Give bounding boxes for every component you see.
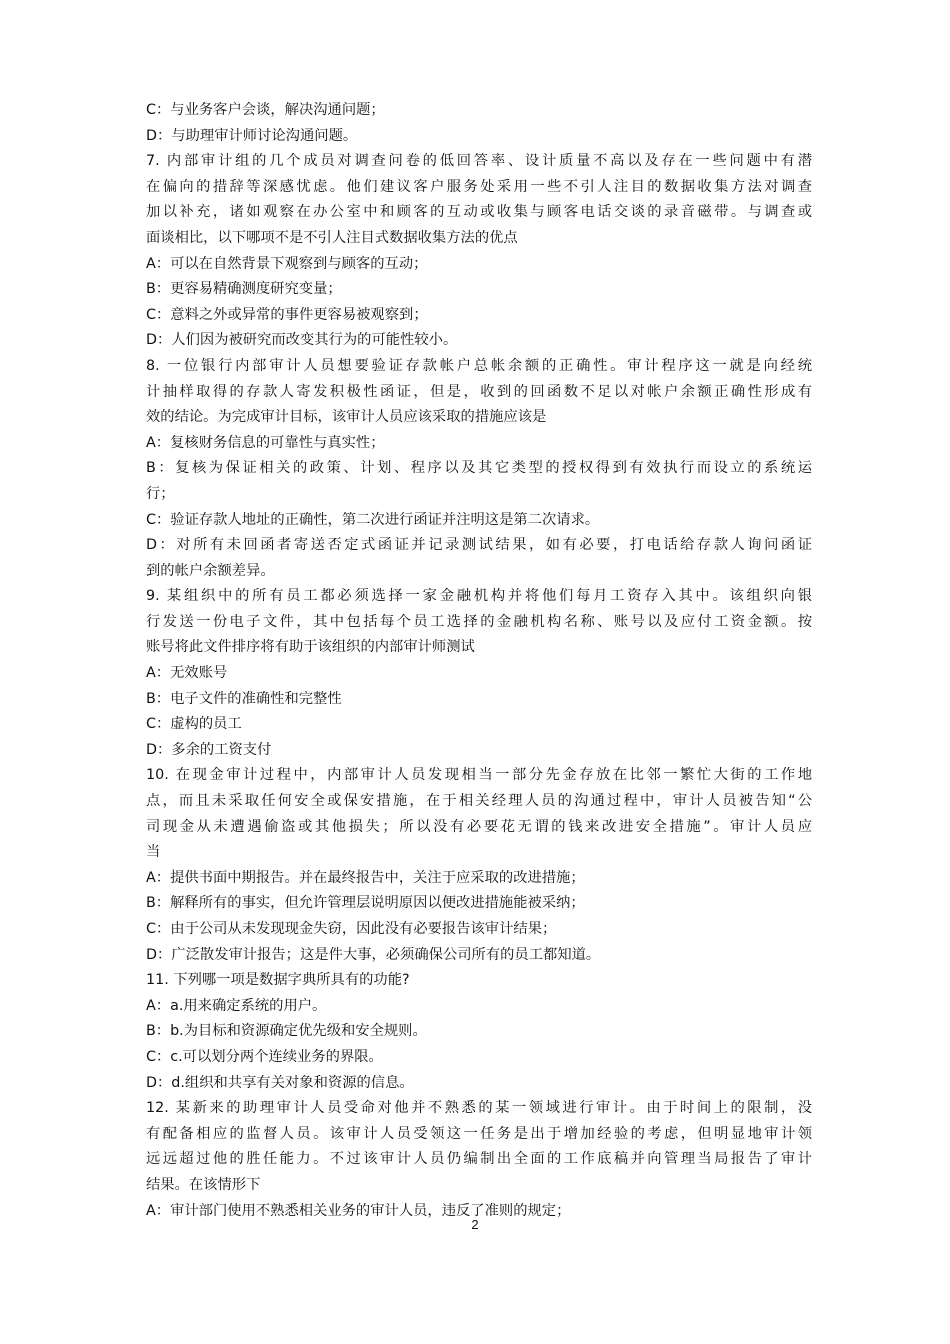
text-line: 在偏向的措辞等深感忧虑。他们建议客户服务处采用一些不引人注目的数据收集方法对调查 [146, 178, 812, 195]
text-line: A：提供书面中期报告。并在最终报告中，关注于应采取的改进措施； [146, 869, 585, 886]
text-line: 10. 在现金审计过程中，内部审计人员发现相当一部分先金存放在比邻一繁忙大街的工作地 [146, 767, 812, 784]
text-line: 计抽样取得的存款人寄发积极性函证，但是，收到的回函数不足以对帐户余额正确性形成有 [146, 383, 812, 400]
text-line: A：a.用来确定系统的用户。 [146, 997, 327, 1014]
text-line: 当 [146, 844, 161, 861]
text-line: C：与业务客户会谈，解决沟通问题； [146, 102, 385, 118]
text-line: C：意料之外或异常的事件更容易被观察到； [146, 306, 428, 323]
text-line: C：由于公司从未发现现金失窃，因此没有必要报告该审计结果； [146, 921, 557, 937]
text-line: B：解释所有的事实，但允许管理层说明原因以便改进措施能被采纳； [146, 895, 585, 912]
text-line: B：更容易精确测度研究变量； [146, 281, 342, 298]
text-line: C：验证存款人地址的正确性，第二次进行函证并注明这是第二次请求。 [146, 511, 600, 528]
text-line: A：复核财务信息的可靠性与真实性； [146, 434, 385, 451]
page-number: 2 [471, 1217, 479, 1232]
text-line: 远远超过他的胜任能力。不过该审计人员仍编制出全面的工作底稿并向管理当局报告了审计 [146, 1151, 812, 1168]
text-line: 行发送一份电子文件，其中包括每个员工选择的金融机构名称、账号以及应付工资金额。按 [146, 613, 812, 630]
text-line: 12. 某新来的助理审计人员受命对他并不熟悉的某一领域进行审计。由于时间上的限制，没 [146, 1100, 812, 1117]
text-line: 到的帐户余额差异。 [146, 562, 275, 579]
text-line: 11. 下列哪一项是数据字典所具有的功能? [146, 972, 410, 989]
text-line: C：c.可以划分两个连续业务的界限。 [146, 1048, 383, 1065]
text-line: B：电子文件的准确性和完整性 [146, 690, 342, 707]
text-line: 效的结论。为完成审计目标，该审计人员应该采取的措施应该是 [146, 409, 547, 426]
text-line: C：虚构的员工 [146, 716, 242, 733]
text-line: 9. 某组织中的所有员工都必须选择一家金融机构并将他们每月工资存入其中。该组织向银 [146, 588, 812, 605]
text-line: A：审计部门使用不熟悉相关业务的审计人员，违反了准则的规定； [146, 1202, 571, 1219]
text-line: 结果。在该情形下 [146, 1176, 261, 1193]
text-line: D：广泛散发审计报告；这是件大事，必须确保公司所有的员工都知道。 [146, 946, 601, 963]
text-line: 8. 一位银行内部审计人员想要验证存款帐户总帐余额的正确性。审计程序这一就是向经统 [146, 357, 812, 374]
text-line: B：b.为目标和资源确定优先级和安全规则。 [146, 1023, 427, 1040]
text-line: D：与助理审计师讨论沟通问题。 [146, 127, 358, 144]
text-line: 加以补充，诸如观察在办公室中和顾客的互动或收集与顾客电话交谈的录音磁带。与调查或 [146, 204, 812, 221]
text-line: 有配备相应的监督人员。该审计人员受领这一任务是出于增加经验的考虑，但明显地审计领 [146, 1125, 812, 1142]
page-body-text [146, 98, 812, 1224]
text-line: 司现金从未遭遇偷盗或其他损失；所以没有必要花无谓的钱来改进安全措施”。审计人员应 [146, 818, 812, 835]
text-line: 账号将此文件排序将有助于该组织的内部审计师测试 [146, 639, 475, 656]
text-line: D：人们因为被研究而改变其行为的可能性较小。 [146, 332, 458, 349]
text-line: D：对所有未回函者寄送否定式函证并记录测试结果，如有必要，打电话给存款人询问函证 [146, 537, 812, 554]
text-line: D：d.组织和共享有关对象和资源的信息。 [146, 1074, 414, 1091]
text-line: 7. 内部审计组的几个成员对调查问卷的低回答率、设计质量不高以及存在一些问题中有潜 [146, 153, 812, 170]
text-line: A：无效账号 [146, 665, 228, 682]
text-line: 面谈相比，以下哪项不是不引人注目式数据收集方法的优点 [146, 229, 518, 246]
text-line: A：可以在自然背景下观察到与顾客的互动； [146, 255, 428, 272]
text-line: B：复核为保证相关的政策、计划、程序以及其它类型的授权得到有效执行而设立的系统运 [146, 460, 812, 477]
text-line: D：多余的工资支付 [146, 741, 272, 758]
text-line: 行； [146, 485, 175, 502]
text-line: 点，而且未采取任何安全或保安措施，在于相关经理人员的沟通过程中，审计人员被告知“公 [146, 793, 812, 810]
